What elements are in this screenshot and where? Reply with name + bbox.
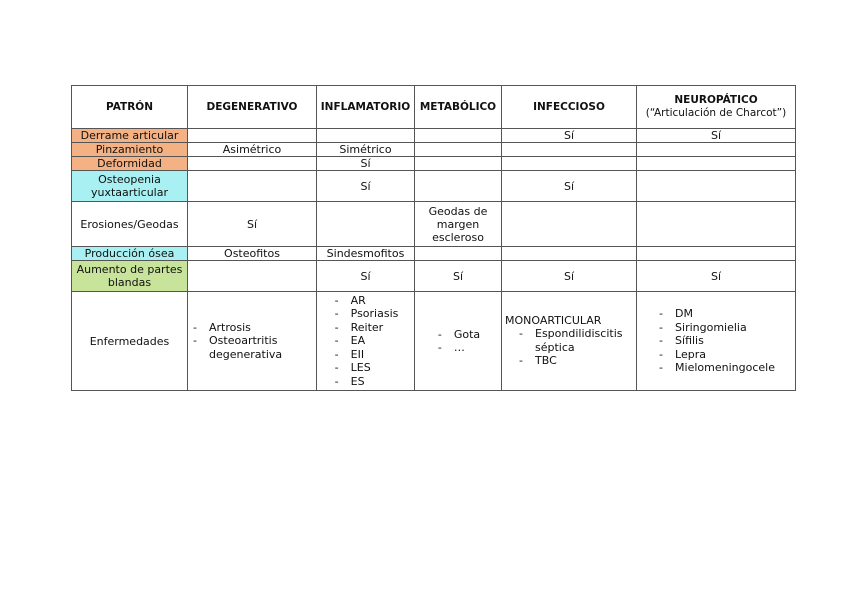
cell: [188, 129, 317, 143]
list-infeccioso: [505, 327, 633, 368]
cell: [415, 171, 502, 202]
list-neuropatico: [657, 307, 775, 375]
cell: Geodas de margen escleroso: [415, 202, 502, 247]
cell: [637, 292, 796, 391]
header-neuropatico: [637, 86, 796, 129]
cell: [415, 143, 502, 157]
cell: [415, 157, 502, 171]
cell: [637, 247, 796, 261]
header-neuropatico-sub: (“Articulación de Charcot”): [645, 107, 787, 119]
list-metabolico: [436, 328, 480, 355]
cell: [502, 202, 637, 247]
table-row: [72, 292, 796, 391]
list-item: - Gota: [436, 328, 480, 342]
infeccioso-block: [505, 314, 633, 368]
list-item: - Mielomeningocele: [657, 361, 775, 375]
cell: [317, 292, 415, 391]
cell: Osteofitos: [188, 247, 317, 261]
cell: Asimétrico: [188, 143, 317, 157]
cell: [637, 143, 796, 157]
row-label-erosiones: Erosiones/Geodas: [72, 202, 188, 247]
cell: [415, 247, 502, 261]
cell: [502, 247, 637, 261]
list-item: - Reiter: [333, 321, 399, 335]
cell: Sí: [188, 202, 317, 247]
cell: [415, 129, 502, 143]
list-item: - Artrosis: [191, 321, 313, 335]
cell: Simétrico: [317, 143, 415, 157]
cell: Sí: [317, 157, 415, 171]
list-item: - Siringomielia: [657, 321, 775, 335]
list-item: - TBC: [517, 354, 633, 368]
list-item: - ES: [333, 375, 399, 389]
pattern-table: [71, 85, 796, 391]
cell: Sí: [502, 171, 637, 202]
list-item: - …: [436, 341, 480, 355]
list-item: - EII: [333, 348, 399, 362]
list-inflamatorio: [333, 294, 399, 389]
list-item: - Sífilis: [657, 334, 775, 348]
cell: [317, 129, 415, 143]
cell: Sí: [502, 129, 637, 143]
cell: [188, 157, 317, 171]
header-patron: PATRÓN: [72, 86, 188, 129]
cell: Sindesmofitos: [317, 247, 415, 261]
cell: [188, 292, 317, 391]
cell: [317, 202, 415, 247]
list-item: - Osteoartritis degenerativa: [191, 334, 313, 361]
cell: Sí: [317, 171, 415, 202]
header-neuropatico-title: NEUROPÁTICO: [674, 94, 758, 106]
list-item: - AR: [333, 294, 399, 308]
table-row: [72, 157, 796, 171]
row-label-pinzamiento: Pinzamiento: [72, 143, 188, 157]
cell: [637, 202, 796, 247]
table-row: [72, 129, 796, 143]
cell: [637, 157, 796, 171]
cell: [188, 171, 317, 202]
table-row: [72, 261, 796, 292]
list-item: - Lepra: [657, 348, 775, 362]
table-row: [72, 171, 796, 202]
list-item: - EA: [333, 334, 399, 348]
cell: [188, 261, 317, 292]
cell: Sí: [317, 261, 415, 292]
cell: [502, 143, 637, 157]
infeccioso-title: MONOARTICULAR: [505, 314, 602, 328]
table-row: [72, 202, 796, 247]
cell: [502, 292, 637, 391]
header-infeccioso: INFECCIOSO: [502, 86, 637, 129]
row-label-produccion: Producción ósea: [72, 247, 188, 261]
cell: Sí: [502, 261, 637, 292]
cell: Sí: [415, 261, 502, 292]
row-label-deformidad: Deformidad: [72, 157, 188, 171]
list-degenerativo: [191, 321, 313, 362]
list-item: - Psoriasis: [333, 307, 399, 321]
table-row: [72, 247, 796, 261]
list-item: - LES: [333, 361, 399, 375]
cell: [502, 157, 637, 171]
header-inflamatorio: INFLAMATORIO: [317, 86, 415, 129]
cell: Sí: [637, 261, 796, 292]
row-label-aumento: Aumento de partes blandas: [72, 261, 188, 292]
row-label-derrame: Derrame articular: [72, 129, 188, 143]
list-item: - Espondilidiscitis séptica: [517, 327, 633, 354]
row-label-osteopenia: Osteopenia yuxtaarticular: [72, 171, 188, 202]
header-metabolico: METABÓLICO: [415, 86, 502, 129]
table-row: [72, 143, 796, 157]
cell: Sí: [637, 129, 796, 143]
header-degenerativo: DEGENERATIVO: [188, 86, 317, 129]
cell: [415, 292, 502, 391]
row-label-enfermedades: Enfermedades: [72, 292, 188, 391]
header-row: [72, 86, 796, 129]
list-item: - DM: [657, 307, 775, 321]
cell: [637, 171, 796, 202]
